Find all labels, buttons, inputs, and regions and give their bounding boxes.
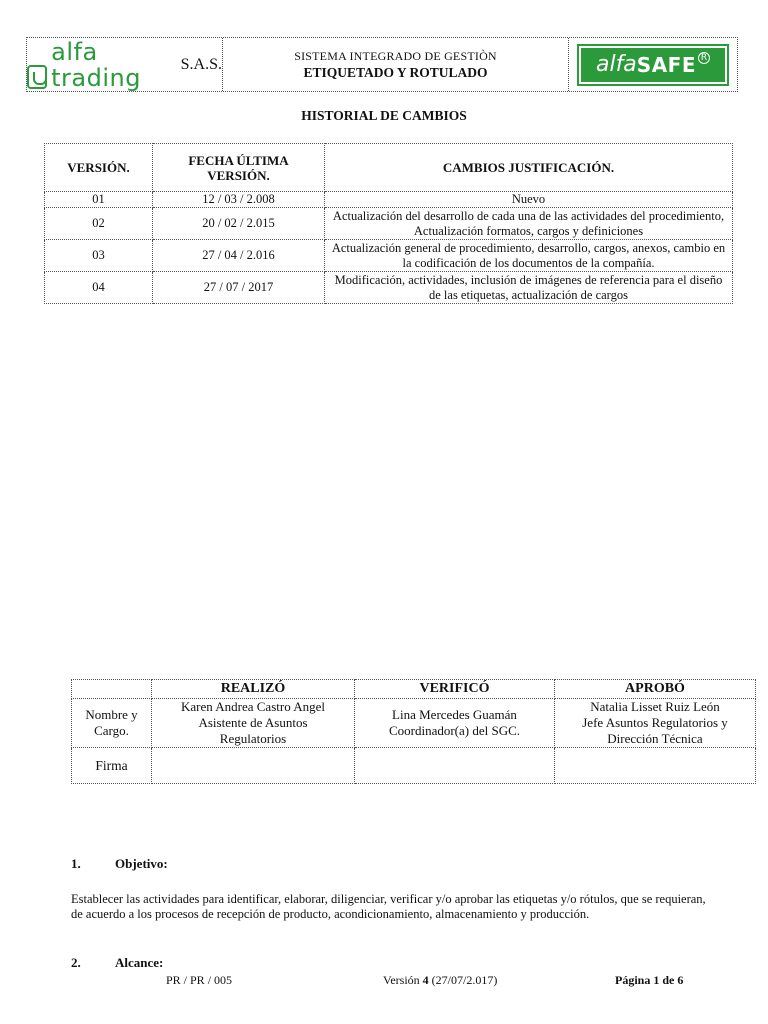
version-cell: 02 [45,208,153,240]
signatures-header-row [72,680,756,699]
alfasafe-logo [569,38,737,91]
verifico-cell [355,699,555,748]
logo-right-part1: alfa [595,52,637,77]
aprobo-signature-field [555,748,756,784]
version-label: Versión [383,973,420,987]
table-row [45,192,733,208]
aprobo-cell [555,699,756,748]
alfa-trading-logo [27,38,223,91]
header-verifico: VERIFICÓ [355,680,555,699]
section-title: Objetivo: [115,856,168,871]
page-total: 6 [677,973,684,987]
changes-cell: Modificación, actividades, inclusión de imágenes de referencia para el diseño de las etiquetas, actualización de cargos [325,272,733,304]
date-cell: 27 / 04 / 2.016 [153,240,325,272]
realizo-role: Asistente de Asuntos Regulatorios [198,715,308,746]
history-header-row [45,144,733,192]
verifico-role: Coordinador(a) del SGC. [388,723,521,738]
date-cell: 20 / 02 / 2.015 [153,208,325,240]
realizo-signature-field [152,748,355,784]
blank-header-cell [72,680,152,699]
objective-paragraph: Establecer las actividades para identificar, elaborar, diligenciar, verificar y/o aprobar las etiquetas y/o rótulos, que se requieran, de acuerdo a los procesos de recepción de producto, acondicionamiento, almacenamiento y producción. [71,892,706,921]
realizo-cell [152,699,355,748]
col-changes: CAMBIOS JUSTIFICACIÓN. [325,144,733,192]
aprobo-role: Jefe Asuntos Regulatorios y Dirección Técnica [582,715,728,746]
alfa-logo-mark-icon [27,65,47,89]
date-cell: 27 / 07 / 2017 [153,272,325,304]
footer-page [615,973,683,988]
header-realizo: REALIZÓ [152,680,355,699]
version-number: 4 [422,973,429,987]
section-scope-heading [71,955,163,971]
header-aprobo: APROBÓ [555,680,756,699]
logo-right-part2: SAFE [636,52,697,77]
changes-cell: Actualización general de procedimiento, desarrollo, cargos, anexos, cambio en la codificación de los documentos de la compañía. [325,240,733,272]
doc-title: ETIQUETADO Y ROTULADO [303,64,488,80]
section-objective-heading [71,856,168,872]
version-cell: 01 [45,192,153,208]
history-title: HISTORIAL DE CAMBIOS [301,108,467,123]
header-title-block [223,38,569,91]
footer-version [383,973,497,988]
registered-icon: R [698,52,710,64]
name-role-row [72,699,756,748]
aprobo-name: Natalia Lisset Ruiz León [590,699,720,714]
signatures-table [71,679,756,784]
page-number: 1 [653,973,660,987]
col-version: VERSIÓN. [45,144,153,192]
system-name: SISTEMA INTEGRADO DE GESTIÒN [294,48,497,63]
signature-label: Firma [72,748,152,784]
col-date: FECHA ÚLTIMA VERSIÓN. [153,144,325,192]
section-number: 2. [71,955,81,970]
page-label: Página [615,973,651,987]
verifico-signature-field [355,748,555,784]
logo-left-text: alfa trading [51,37,141,92]
changes-cell: Actualización del desarrollo de cada una de las actividades del procedimiento, Actualización formatos, cargos y definiciones [325,208,733,240]
signature-row [72,748,756,784]
verifico-name: Lina Mercedes Guamán [392,707,517,722]
logo-left-sub: S.A.S. [180,55,222,73]
version-cell: 03 [45,240,153,272]
section-number: 1. [71,856,81,871]
section-title: Alcance: [115,955,164,970]
table-row [45,240,733,272]
document-header [26,37,738,92]
table-row [45,272,733,304]
name-role-label: Nombre y Cargo. [72,699,152,748]
version-date: (27/07/2.017) [431,973,498,987]
version-cell: 04 [45,272,153,304]
page-of: de [662,973,675,987]
history-table [44,143,733,304]
date-cell: 12 / 03 / 2.008 [153,192,325,208]
footer-code: PR / PR / 005 [166,973,233,987]
changes-cell: Nuevo [325,192,733,208]
table-row [45,208,733,240]
realizo-name: Karen Andrea Castro Angel [180,699,326,714]
